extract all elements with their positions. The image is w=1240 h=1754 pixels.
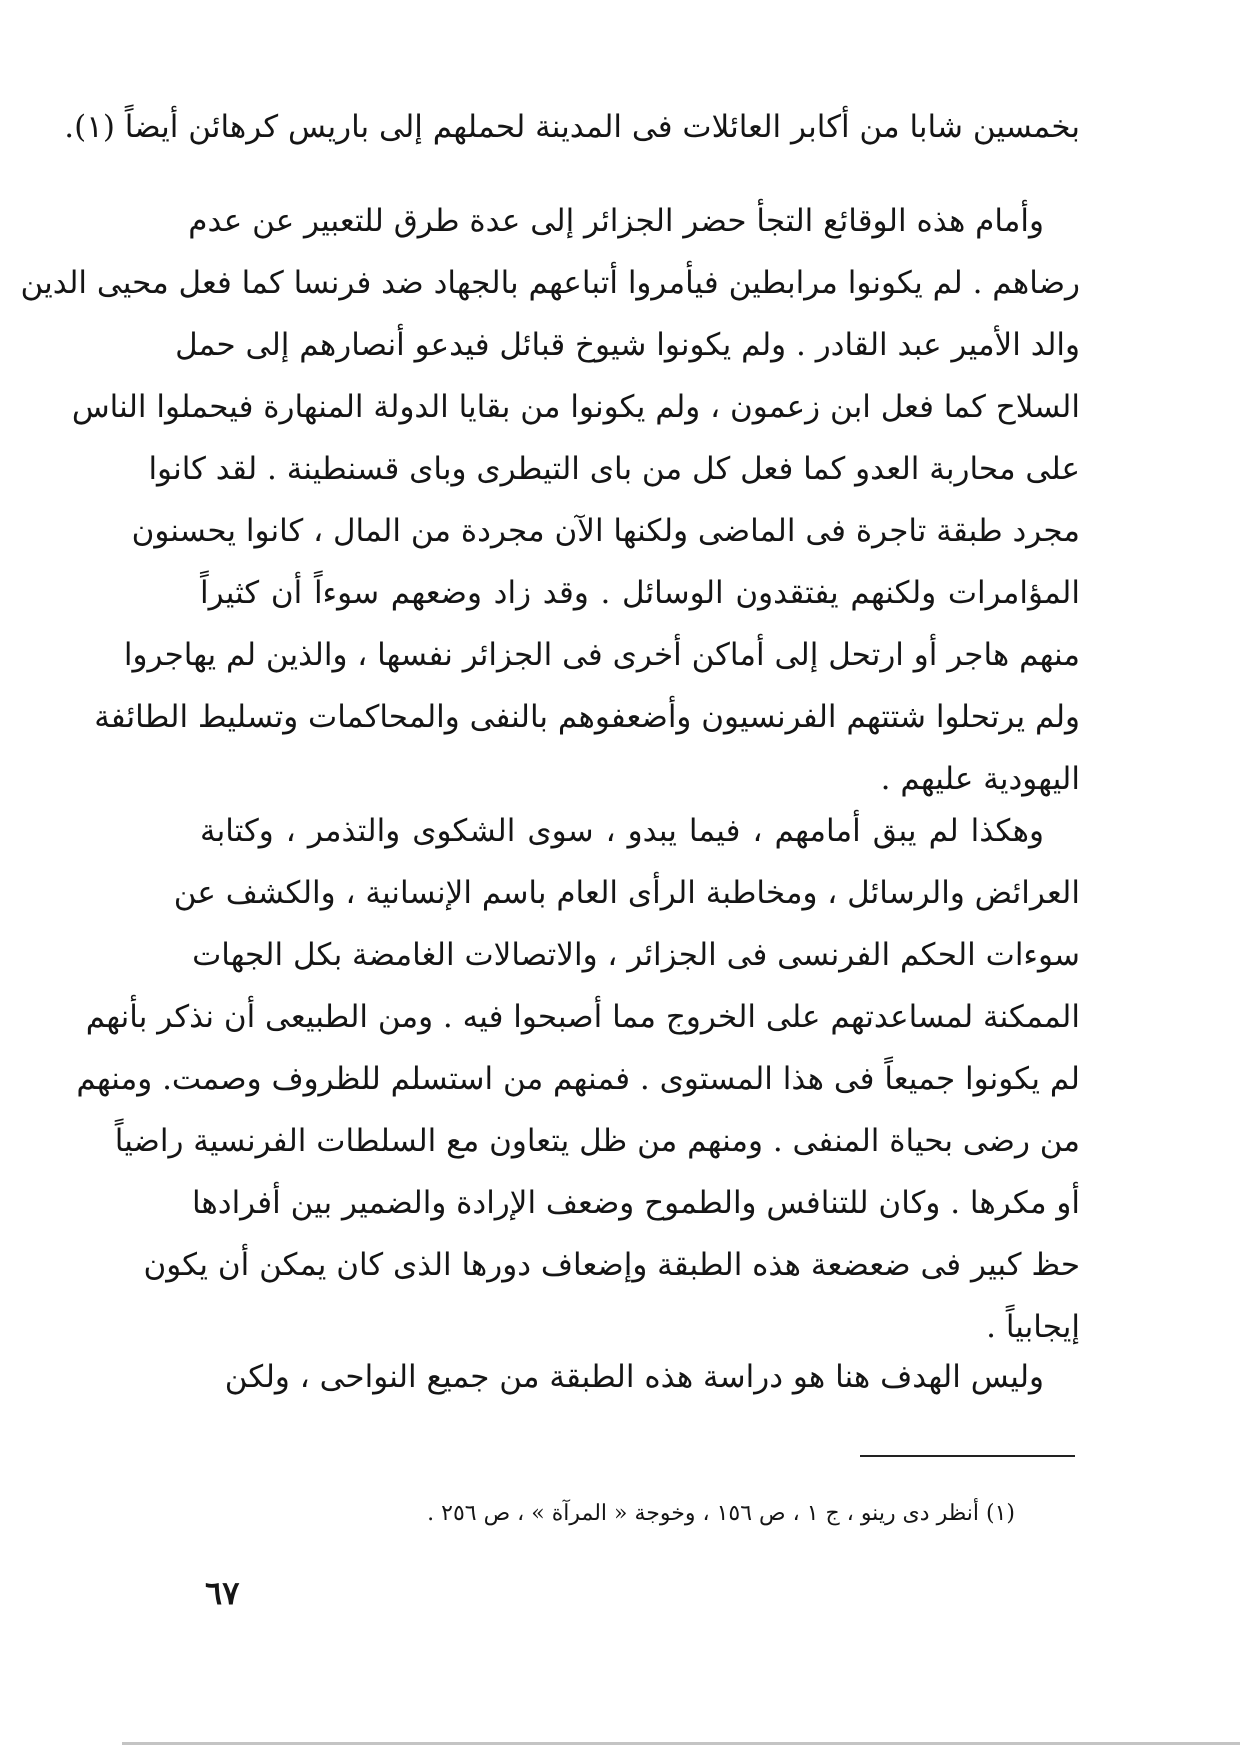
- text-line: ولم يرتحلوا شتتهم الفرنسيون وأضعفوهم بالنفى والمحاكمات وتسليط الطائفة: [94, 699, 1080, 735]
- text-line: العرائض والرسائل ، ومخاطبة الرأى العام باسم الإنسانية ، والكشف عن: [173, 875, 1080, 911]
- text-line: على محاربة العدو كما فعل كل من باى التيطرى وباى قسنطينة . لقد كانوا: [148, 451, 1080, 487]
- text-line: اليهودية عليهم .: [880, 761, 1080, 797]
- paragraph-1: [64, 96, 1080, 158]
- page-number: ٦٧: [205, 1574, 240, 1612]
- text-line: بخمسين شابا من أكابر العائلات فى المدينة لحملهم إلى باريس كرهائن أيضاً (١).: [64, 109, 1080, 145]
- text-line: رضاهم . لم يكونوا مرابطين فيأمروا أتباعهم بالجهاد ضد فرنسا كما فعل محيى الدين: [20, 265, 1080, 301]
- scan-bottom-border: [122, 1742, 1240, 1745]
- text-line: وليس الهدف هنا هو دراسة هذه الطبقة من جميع النواحى ، ولكن: [224, 1359, 1044, 1395]
- text-line: والد الأمير عبد القادر . ولم يكونوا شيوخ قبائل فيدعو أنصارهم إلى حمل: [175, 327, 1080, 363]
- text-line: مجرد طبقة تاجرة فى الماضى ولكنها الآن مجردة من المال ، كانوا يحسنون: [131, 513, 1080, 549]
- paragraph-4: [200, 1346, 1080, 1408]
- text-line: وأمام هذه الوقائع التجأ حضر الجزائر إلى عدة طرق للتعبير عن عدم: [188, 203, 1044, 239]
- text-line: سوءات الحكم الفرنسى فى الجزائر ، والاتصالات الغامضة بكل الجهات: [192, 937, 1080, 973]
- text-line: من رضى بحياة المنفى . ومنهم من ظل يتعاون مع السلطات الفرنسية راضياً: [114, 1123, 1080, 1159]
- paragraph-3: [76, 800, 1080, 1358]
- footnote: (١) أنظر دى رينو ، ج ١ ، ص ١٥٦ ، وخوجة « المرآة » ، ص ٢٥٦ .: [427, 1501, 1015, 1526]
- text-line: لم يكونوا جميعاً فى هذا المستوى . فمنهم من استسلم للظروف وصمت. ومنهم: [76, 1061, 1080, 1097]
- text-line: المؤامرات ولكنهم يفتقدون الوسائل . وقد زاد وضعهم سوءاً أن كثيراً: [200, 575, 1080, 611]
- text-line: أو مكرها . وكان للتنافس والطموح وضعف الإرادة والضمير بين أفرادها: [191, 1185, 1080, 1221]
- text-line: الممكنة لمساعدتهم على الخروج مما أصبحوا فيه . ومن الطبيعى أن نذكر بأنهم: [85, 999, 1080, 1035]
- text-line: وهكذا لم يبق أمامهم ، فيما يبدو ، سوى الشكوى والتذمر ، وكتابة: [200, 813, 1044, 849]
- paragraph-2: [20, 190, 1080, 810]
- footnote-divider: [860, 1455, 1075, 1457]
- text-line: حظ كبير فى ضعضعة هذه الطبقة وإضعاف دورها الذى كان يمكن أن يكون: [143, 1247, 1080, 1283]
- text-line: السلاح كما فعل ابن زعمون ، ولم يكونوا من بقايا الدولة المنهارة فيحملوا الناس: [71, 389, 1080, 425]
- text-line: منهم هاجر أو ارتحل إلى أماكن أخرى فى الجزائر نفسها ، والذين لم يهاجروا: [123, 637, 1080, 673]
- text-line: إيجابياً .: [986, 1309, 1080, 1345]
